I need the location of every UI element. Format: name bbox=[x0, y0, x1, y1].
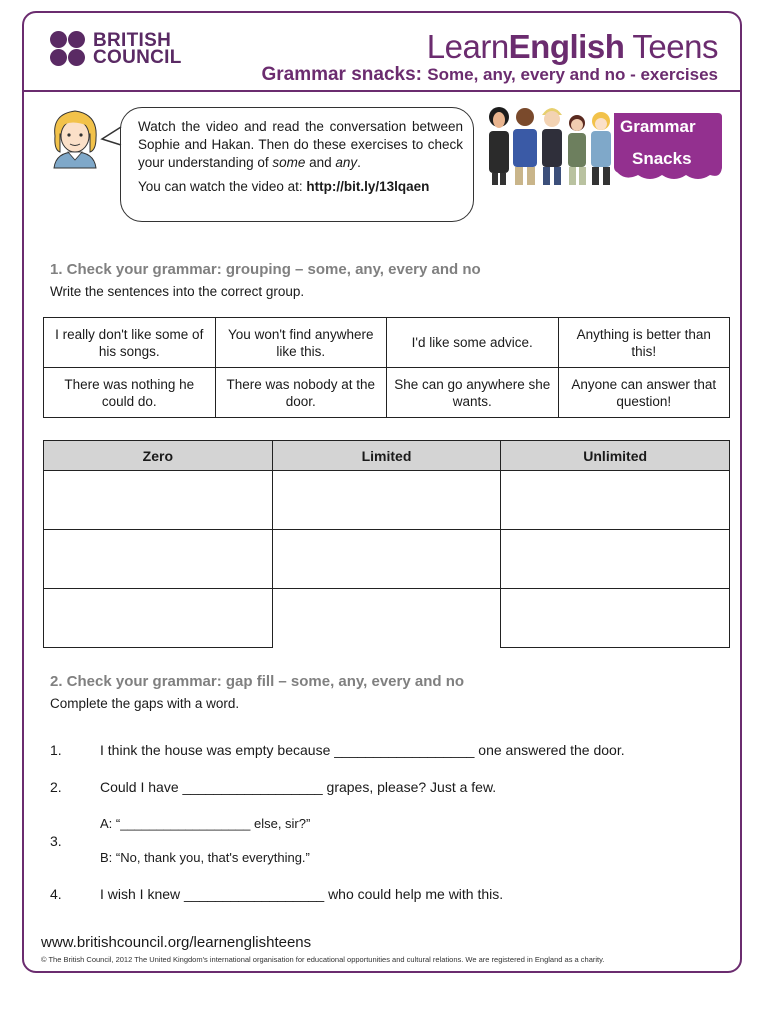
item-text[interactable]: Could I have __________________ grapes, please? Just a few. bbox=[100, 779, 497, 795]
intro-paragraph bbox=[138, 118, 463, 172]
sentence-cell: Anything is better than this! bbox=[558, 318, 730, 368]
item-number: 1. bbox=[50, 742, 62, 758]
badge-line-1: Grammar bbox=[620, 117, 696, 136]
sentence-cell: I really don't like some of his songs. bbox=[44, 318, 216, 368]
answer-cell[interactable] bbox=[44, 471, 273, 530]
sophie-avatar-icon bbox=[46, 106, 104, 172]
group-header-unlimited: Unlimited bbox=[501, 441, 730, 471]
item-number: 2. bbox=[50, 779, 62, 795]
character-5-icon bbox=[591, 112, 611, 185]
sentence-cell: There was nobody at the door. bbox=[215, 368, 387, 418]
video-link-line bbox=[138, 178, 463, 196]
table-row bbox=[44, 530, 730, 589]
item-text[interactable]: I wish I knew __________________ who could help me with this. bbox=[100, 886, 504, 902]
gap-item-3 bbox=[0, 816, 768, 866]
answer-cell[interactable] bbox=[501, 589, 730, 648]
intro-sentence: Watch the video and read the conversation between Sophie and Hakan. Then do these exercises to check your understanding of bbox=[138, 119, 463, 170]
answer-cell[interactable] bbox=[272, 530, 501, 589]
groups-table bbox=[43, 440, 730, 648]
badge-line-2: Snacks bbox=[632, 149, 692, 168]
sentence-cell: Anyone can answer that question! bbox=[558, 368, 730, 418]
header-divider bbox=[22, 90, 742, 92]
empty-cell bbox=[272, 589, 501, 648]
footer-website-link[interactable]: www.britishcouncil.org/learnenglishteens bbox=[41, 934, 312, 951]
sentence-cell: She can go anywhere she wants. bbox=[387, 368, 559, 418]
document-title bbox=[261, 64, 718, 86]
brand-teens: Teens bbox=[624, 28, 718, 65]
british-council-logo bbox=[50, 31, 182, 67]
grammar-snacks-characters bbox=[486, 101, 726, 189]
answer-cell[interactable] bbox=[501, 530, 730, 589]
character-1-icon bbox=[489, 107, 509, 185]
table-row bbox=[44, 318, 730, 368]
item-text[interactable]: I think the house was empty because __________________ one answered the door. bbox=[100, 742, 625, 758]
intro-and: and bbox=[305, 155, 336, 170]
brand-learn: Learn bbox=[426, 28, 509, 65]
section-1-instruction: Write the sentences into the correct group. bbox=[50, 284, 305, 299]
item-text-b: B: “No, thank you, that's everything.” bbox=[100, 850, 310, 865]
intro-period: . bbox=[357, 155, 361, 170]
answer-cell[interactable] bbox=[272, 471, 501, 530]
learnenglish-teens-brand bbox=[427, 28, 718, 66]
title-prefix: Grammar snacks: bbox=[261, 64, 428, 85]
footer-copyright: © The British Council, 2012 The United Kingdom's international organisation for educational opportunities and cultural relations. We are registered in England as a charity. bbox=[41, 955, 605, 964]
video-url-link[interactable]: http://bit.ly/13lqaen bbox=[306, 179, 430, 194]
answer-cell[interactable] bbox=[501, 471, 730, 530]
sentence-cell: There was nothing he could do. bbox=[44, 368, 216, 418]
table-header-row bbox=[44, 441, 730, 471]
table-row bbox=[44, 471, 730, 530]
gap-item-1 bbox=[0, 742, 768, 762]
item-text-a[interactable]: A: “__________________ else, sir?” bbox=[100, 816, 311, 831]
gap-item-2 bbox=[0, 779, 768, 799]
character-3-icon bbox=[542, 108, 562, 185]
sentence-cell: You won't find anywhere like this. bbox=[215, 318, 387, 368]
group-header-zero: Zero bbox=[44, 441, 273, 471]
item-number: 4. bbox=[50, 886, 62, 902]
logo-line-2: COUNCIL bbox=[93, 47, 182, 68]
character-2-icon bbox=[513, 108, 537, 185]
answer-cell[interactable] bbox=[44, 589, 273, 648]
logo-line-1: BRITISH bbox=[93, 30, 172, 51]
section-1-heading: 1. Check your grammar: grouping – some, any, every and no bbox=[50, 261, 481, 278]
title-rest: Some, any, every and no - exercises bbox=[427, 65, 718, 84]
gap-item-4 bbox=[0, 886, 768, 906]
section-2-instruction: Complete the gaps with a word. bbox=[50, 696, 240, 711]
sentences-table bbox=[43, 317, 730, 418]
sentence-cell: I'd like some advice. bbox=[387, 318, 559, 368]
logo-dots-icon bbox=[50, 31, 88, 67]
brand-english: English bbox=[508, 28, 625, 65]
section-2-heading: 2. Check your grammar: gap fill – some, any, every and no bbox=[50, 673, 465, 690]
intro-any: any bbox=[335, 155, 358, 170]
group-header-limited: Limited bbox=[272, 441, 501, 471]
intro-text bbox=[138, 118, 463, 196]
table-row bbox=[44, 589, 730, 648]
video-label: You can watch the video at: bbox=[138, 179, 307, 194]
intro-some: some bbox=[272, 155, 306, 170]
table-row bbox=[44, 368, 730, 418]
item-number: 3. bbox=[50, 833, 62, 849]
answer-cell[interactable] bbox=[44, 530, 273, 589]
character-4-icon bbox=[568, 115, 586, 185]
